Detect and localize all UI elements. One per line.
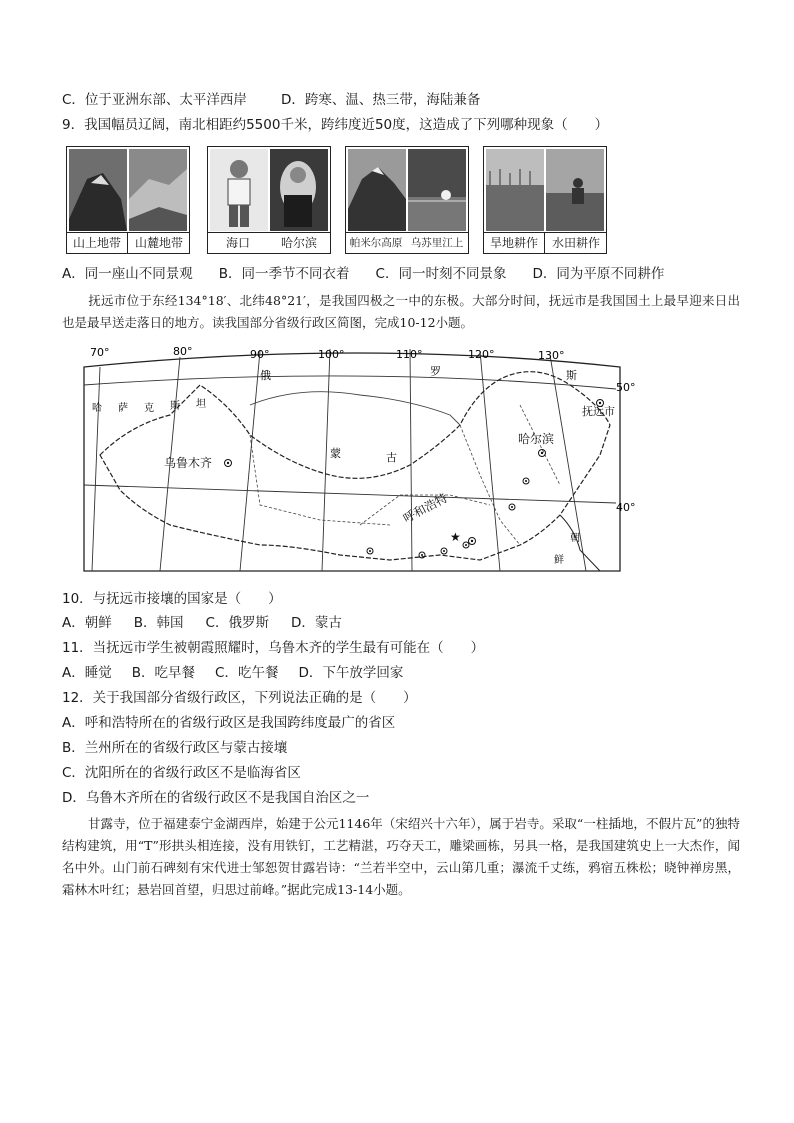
country-label: 俄: [260, 369, 271, 382]
passage-fuyuan-text: 抚远市位于东经134°18′、北纬48°21′，是我国四极之一中的东极。大部分时间，抚远市是我国国土上最早迎来日出也是最早送走落日的地方。读我国部分省级行政区简图，完成10-12小题。: [62, 293, 740, 330]
caption-right: 水田耕作: [544, 232, 607, 253]
q9-option-b: B．同一季节不同衣着: [218, 266, 350, 282]
city-label-harbin: 哈尔滨: [518, 432, 555, 446]
q8-option-c: C．位于亚洲东部、太平洋西岸: [62, 92, 247, 108]
country-label: 鲜: [554, 555, 564, 566]
caption-right: 乌苏里江上: [406, 232, 468, 253]
city-hohhot-marker: [469, 538, 476, 545]
city-marker: [441, 548, 447, 554]
lon-label: 80°: [173, 345, 193, 358]
country-label: 斯: [170, 401, 180, 412]
q9-option-d: D．同为平原不同耕作: [532, 266, 665, 282]
q11-option-b: B．吃早餐: [131, 665, 196, 681]
caption-right: 哈尔滨: [268, 232, 330, 253]
lat-label: 40°: [616, 501, 636, 514]
q8-option-d: D．跨寒、温、热三带，海陆兼备: [280, 92, 481, 108]
city-marker: [463, 542, 469, 548]
picture-box-clothing: [207, 146, 331, 254]
q12-option-a: A．呼和浩特所在的省级行政区是我国跨纬度最广的省区: [62, 715, 396, 731]
city-urumqi-marker: [225, 460, 232, 467]
lat-label: 50°: [616, 381, 636, 394]
country-label: 罗: [430, 365, 441, 378]
q10-option-d: D．蒙古: [290, 615, 342, 631]
picture-box-farming: [483, 146, 607, 254]
country-label: 朝: [570, 533, 580, 544]
city-marker: [523, 478, 529, 484]
city-label-urumqi: 乌鲁木齐: [164, 456, 213, 470]
clothing-photo: [210, 149, 328, 231]
country-label: 坦: [196, 399, 206, 410]
country-label: 克: [144, 403, 154, 414]
city-marker: [367, 548, 373, 554]
q11-option-d: D．下午放学回家: [298, 665, 404, 681]
caption-left: 山上地带: [67, 232, 127, 253]
lon-label: 130°: [538, 349, 565, 362]
country-label: 古: [386, 451, 397, 464]
picture-box-mountain: [66, 146, 190, 254]
china-map: [60, 345, 640, 575]
passage-fuyuan: [62, 290, 740, 334]
q11-options: [62, 664, 403, 682]
country-label: 哈: [92, 403, 102, 414]
country-label: 蒙: [330, 447, 341, 460]
picture-box-time: [345, 146, 469, 254]
q10-option-a: A．朝鲜: [62, 615, 112, 631]
lon-label: 90°: [250, 348, 270, 361]
country-label: 萨: [118, 403, 128, 414]
q9-option-a: A．同一座山不同景观: [62, 266, 193, 282]
q9-stem: 9．我国幅员辽阔，南北相距约5500千米，跨纬度近50度，这造成了下列哪种现象（ ）: [62, 117, 609, 133]
q10-options: [62, 614, 342, 632]
q8-options: [62, 91, 480, 109]
caption-left: 旱地耕作: [484, 232, 544, 253]
lon-label: 100°: [318, 348, 345, 361]
q10-option-b: B．韩国: [133, 615, 184, 631]
city-label-hohhot: 呼和浩特: [400, 490, 450, 526]
mountain-photo: [69, 149, 187, 231]
caption-left: 帕米尔高原: [346, 232, 406, 253]
q12-stem: 12．关于我国部分省级行政区，下列说法正确的是（ ）: [62, 690, 417, 706]
map-svg: [60, 345, 640, 575]
q11-option-c: C．吃午餐: [215, 665, 279, 681]
city-harbin-marker: [539, 450, 546, 457]
caption-left: 海口: [208, 232, 268, 253]
q12-option-b: B．兰州所在的省级行政区与蒙古接壤: [62, 740, 288, 756]
q12-option-c: C．沈阳所在的省级行政区不是临海省区: [62, 765, 301, 781]
q11-stem: 11．当抚远市学生被朝霞照耀时，乌鲁木齐的学生最有可能在（ ）: [62, 640, 485, 656]
q9-option-c: C．同一时刻不同景象: [375, 266, 507, 282]
city-marker: [509, 504, 515, 510]
lon-label: 110°: [396, 348, 423, 361]
country-label: 斯: [566, 369, 577, 382]
city-label-fuyuan: 抚远市: [582, 405, 615, 418]
lon-label: 120°: [468, 348, 495, 361]
lon-label: 70°: [90, 346, 110, 359]
caption-right: 山麓地带: [127, 232, 190, 253]
beijing-star-icon: ★: [450, 530, 461, 544]
q10-stem: 10．与抚远市接壤的国家是（ ）: [62, 591, 282, 607]
q9-options: [62, 265, 664, 283]
passage-ganlu-temple: [62, 813, 740, 901]
farming-photo: [486, 149, 604, 231]
passage-ganlu-text: 甘露寺，位于福建泰宁金湖西岸，始建于公元1146年（宋绍兴十六年），属于岩寺。采取“一柱插地，不假片瓦”的独特结构建筑，用“T”形拱头相连接，没有用铁钉，工艺精湛，巧夺天工，雕梁画栋，另具一格，是我国建筑史上一大杰作，闻名中外。山门前石碑刻有宋代进士邹恕贺甘露岩诗：“兰若半空中，云山第几重；瀑流千丈练，鸦宿五株松；晓钟禅房黑，霜林木叶红；悬岩回首望，归思过前峰。”据此完成13-14小题。: [62, 816, 740, 897]
q12-option-d: D．乌鲁木齐所在的省级行政区不是我国自治区之一: [62, 790, 370, 806]
q11-option-a: A．睡觉: [62, 665, 112, 681]
q10-option-c: C．俄罗斯: [205, 615, 269, 631]
time-photo: [348, 149, 466, 231]
